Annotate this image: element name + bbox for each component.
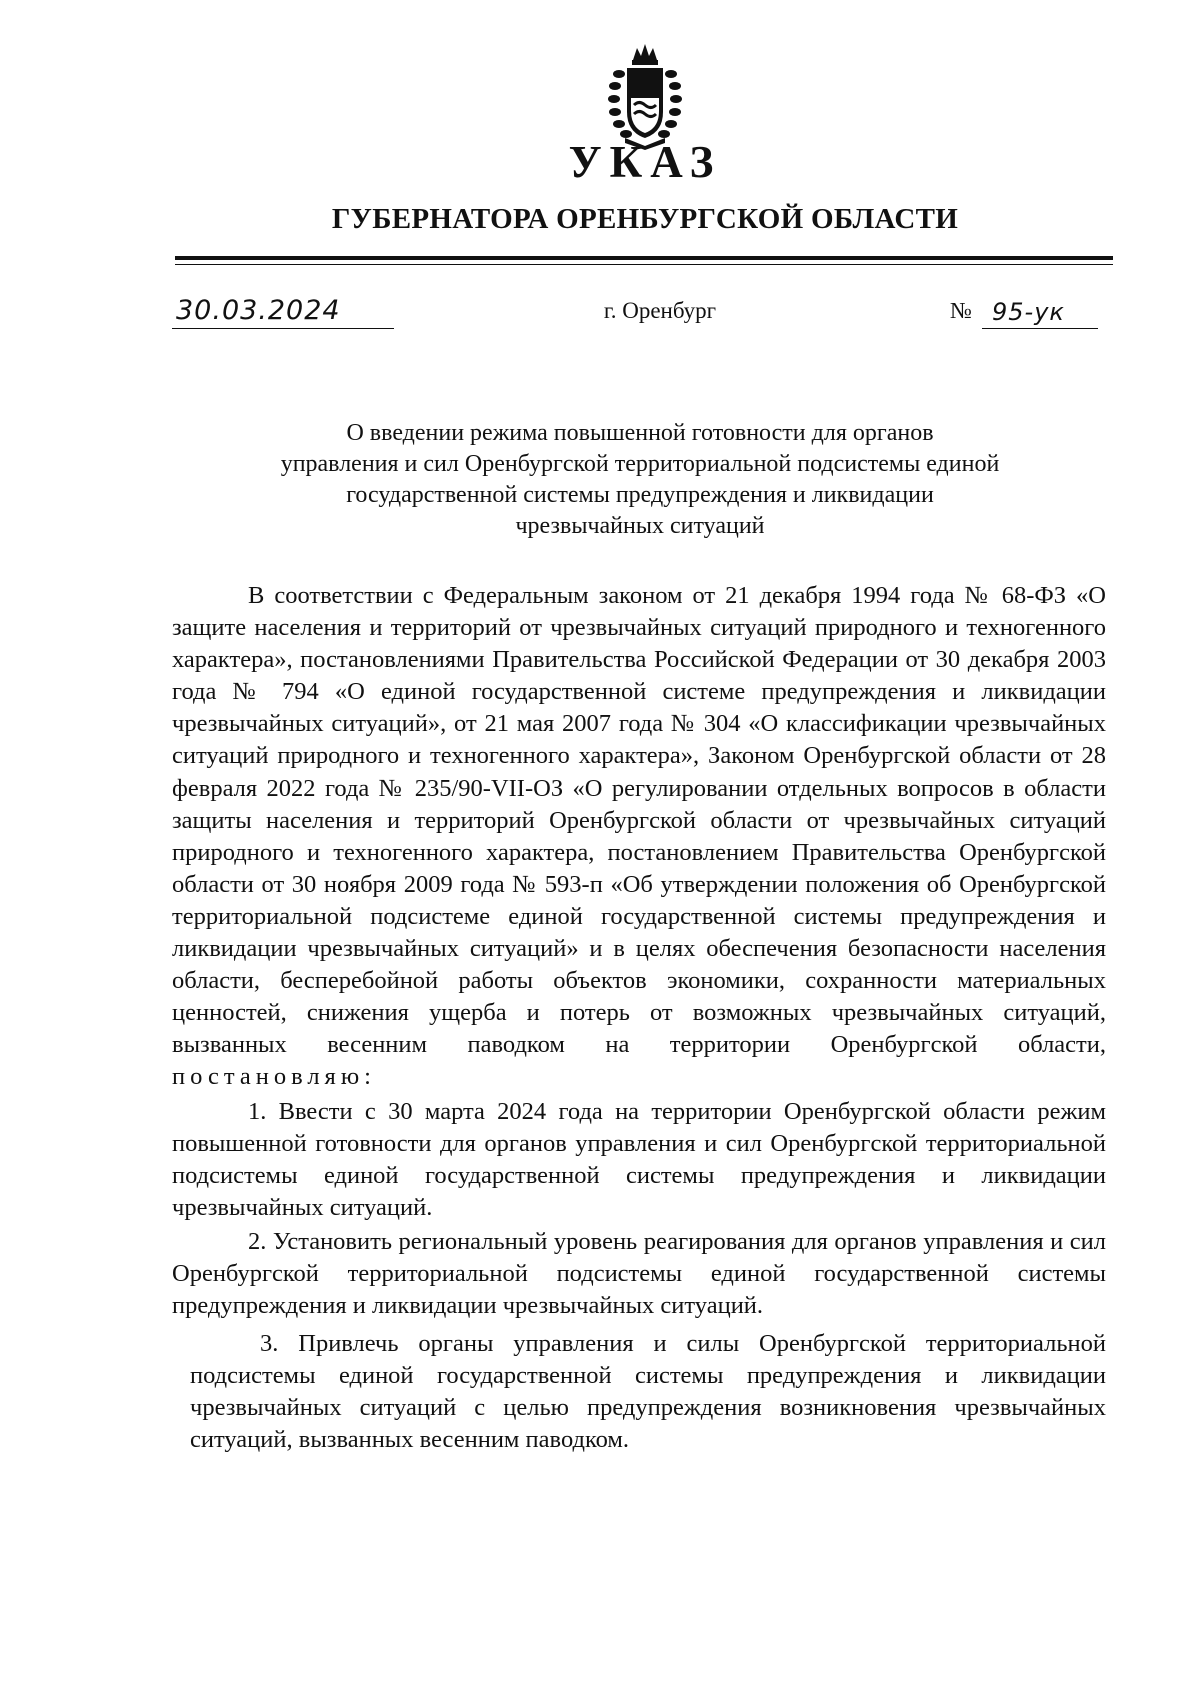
document-title: УКАЗ [568,137,722,187]
heading-line: О введении режима повышенной готовности для органов [346,420,934,446]
heading-line: управления и сил Оренбургской территориальной подсистемы единой [280,451,1000,477]
number-label: № [950,298,972,323]
document-date: 30.03.2024 [176,295,341,326]
item-paragraph: 1. Ввести с 30 марта 2024 года на территории Оренбургской области режим повышенной готовности для органов управления и сил Оренбургской территориальной подсистемы единой государственной системы предупреждения и ликвидации чрезвычайных ситуаций. [172,1097,1106,1221]
heading-line: чрезвычайных ситуаций [515,513,765,539]
document-number: 95-ук [992,298,1065,326]
document-heading [170,418,1110,542]
document-subtitle: ГУБЕРНАТОРА ОРЕНБУРГСКОЙ ОБЛАСТИ [331,203,959,235]
heading-line: государственной системы предупреждения и ликвидации [346,482,934,508]
number-field [982,294,1098,329]
item-paragraph: 2. Установить региональный уровень реагирования для органов управления и сил Оренбургской территориальной подсистемы единой государственной системы предупреждения и ликвидации чрезвычайных ситуаций. [172,1227,1106,1320]
preamble-text: В соответствии с Федеральным законом от 21 декабря 1994 года № 68-ФЗ «О защите населения и территорий от чрезвычайных ситуаций природного и техногенного характера», постановлениями Правительства Российской Федерации от 30 декабря 2003 года № 794 «О единой государственной системе предупреждения и ликвидации чрезвычайных ситуаций», от 21 мая 2007 года № 304 «О классификации чрезвычайных ситуаций природного и техногенного характера», Законом Оренбургской области от 28 февраля 2022 года № 235/90-VII-ОЗ «О регулировании отдельных вопросов в области защиты населения и территорий Оренбургской области от чрезвычайных ситуаций природного и техногенного характера, постановлением Правительства Оренбургской области от 30 ноября 2009 года № 593-п «Об утверждении положения об Оренбургской территориальной подсистеме единой государственной системы предупреждения и ликвидации чрезвычайных ситуаций» и в целях обеспечения безопасности населения области, бесперебойной работы объектов экономики, сохранности материальных ценностей, снижения ущерба и потерь от возможных чрезвычайных ситуаций, вызванных весенним паводком на территории Оренбургской области, [172,582,1106,1059]
document-city: г. Оренбург [603,298,717,323]
date-field [172,294,394,329]
item-paragraph: 3. Привлечь органы управления и силы Оренбургской территориальной подсистемы единой государственной системы предупреждения и ликвидации чрезвычайных ситуаций с целью предупреждения возникновения чрезвычайных ситуаций, вызванных весенним паводком. [190,1330,1106,1454]
header-divider-thin [175,264,1113,265]
coat-of-arms-icon [607,42,683,150]
document-body [172,580,1106,1457]
header-divider-thick [175,256,1113,260]
decree-word: постановляю: [172,1063,376,1091]
preamble-paragraph [172,580,1106,1094]
